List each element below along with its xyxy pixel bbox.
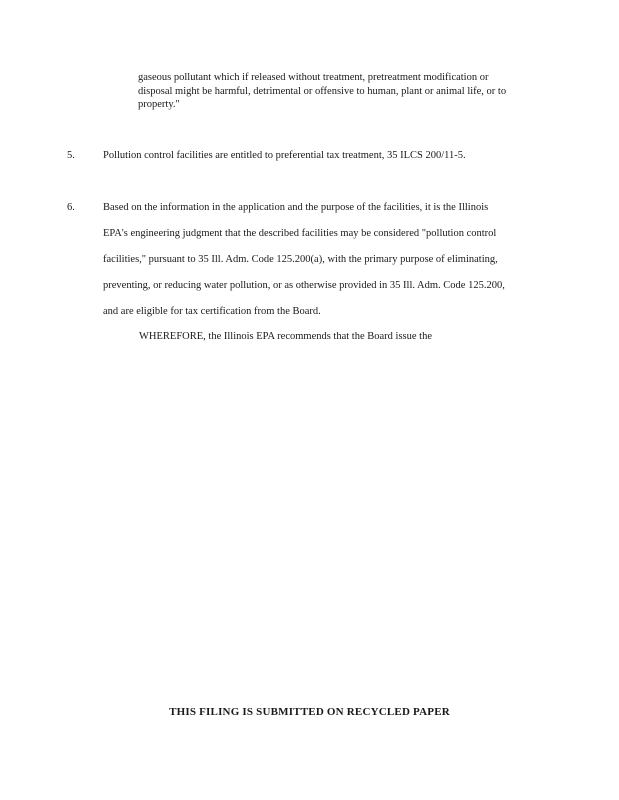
paragraph-line: Based on the information in the application and the purpose of the facilities, it is the Illinois bbox=[103, 202, 489, 213]
paragraph-line: Pollution control facilities are entitled to preferential tax treatment, 35 ILCS 200/11-5. bbox=[103, 150, 466, 161]
paragraph-number: 5. bbox=[67, 150, 75, 161]
paragraph-line: preventing, or reducing water pollution, or as otherwise provided in 35 Ill. Adm. Code 125.200, bbox=[103, 280, 505, 291]
quote-line: disposal might be harmful, detrimental or offensive to human, plant or animal life, or to bbox=[138, 85, 507, 97]
quote-line: gaseous pollutant which if released without treatment, pretreatment modification or bbox=[138, 72, 489, 83]
paragraph-number: 6. bbox=[67, 202, 75, 213]
quote-line: property." bbox=[138, 99, 180, 110]
paragraph-line: and are eligible for tax certification from the Board. bbox=[103, 306, 321, 317]
paragraph-line: EPA's engineering judgment that the described facilities may be considered "pollution control bbox=[103, 228, 497, 239]
recycled-paper-footer: THIS FILING IS SUBMITTED ON RECYCLED PAPER bbox=[169, 706, 450, 718]
paragraph-line: facilities," pursuant to 35 Ill. Adm. Code 125.200(a), with the primary purpose of eliminating, bbox=[103, 254, 498, 265]
quote-block bbox=[138, 71, 538, 112]
wherefore-clause: WHEREFORE, the Illinois EPA recommends that the Board issue the bbox=[139, 331, 432, 342]
